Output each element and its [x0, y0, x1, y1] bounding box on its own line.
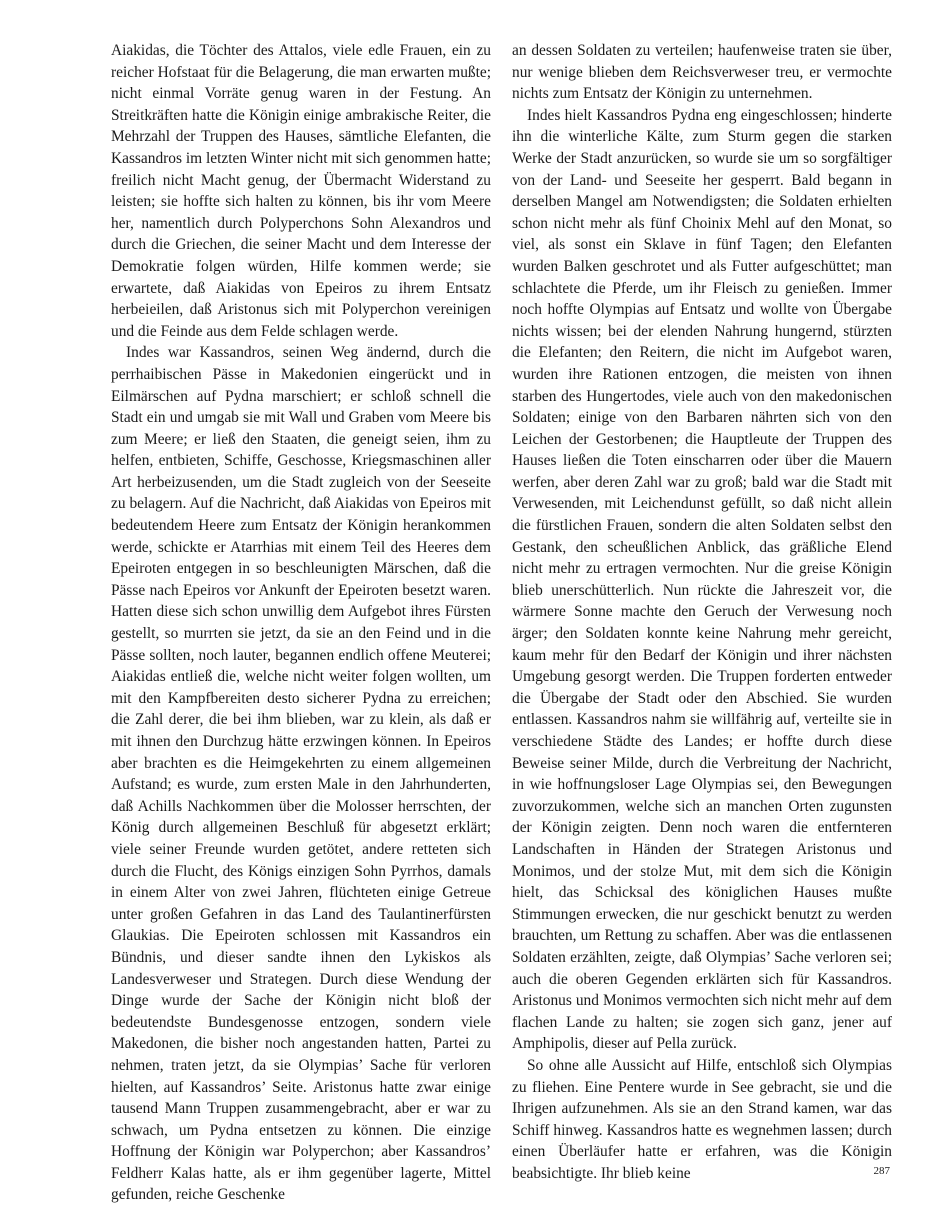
left-column	[111, 40, 491, 1206]
paragraph: So ohne alle Aussicht auf Hilfe, entschloß sich Olympias zu fliehen. Eine Pentere wurde in See gebracht, sie und die Ihrigen aufzunehmen. Als sie an den Strand kamen, war das Schiff hinweg. Kassandros hatte es wegnehmen lassen; durch einen Überläufer hatte er erfahren, was die Königin beabsichtigte. Ihr blieb keine	[512, 1056, 892, 1182]
page-number: 287	[873, 1165, 890, 1177]
paragraph: Indes hielt Kassandros Pydna eng eingeschlossen; hinderte ihn die winterliche Kälte, zum Sturm gegen die starken Werke der Stadt anzurücken, so wurde sie um so sorgfältiger von der Land- und Seeseite her gesperrt. Bald begann in derselben Mangel am Notwendigsten; die Soldaten erhielten schon nicht mehr als fünf Choinix Mehl auf den Monat, so viel, als sonst ein Sklave in fünf Tagen; den Elefanten wurden Balken geschrotet und als Futter aufgeschüttet; man schlachtete die Pferde, um ihr Fleisch zu genießen. Immer noch hoffte Olympias auf Entsatz und wollte von Übergabe nichts wissen; bei der elenden Nahrung hungernd, stürzten die Elefanten; den Reitern, die nicht im Aufgebot waren, wurden ihre Rationen entzogen, die meisten von ihnen starben des Hungertodes, viele auch von den makedonischen Soldaten; einige von den Barbaren nährten sich von den Leichen der Gestorbenen; die Hauptleute der Truppen des Hauses ließen die Toten einscharren oder über die Mauern werfen, aber deren Zahl war zu groß; bald war die Stadt mit Verwesenden, mit Leichendunst gefüllt, so daß nicht allein die fürstlichen Frauen, sondern die alten Soldaten selbst den Gestank, den scheußlichen Anblick, das gräßliche Elend nicht mehr zu ertragen vermochten. Nur die greise Königin blieb unerschütterlich. Nun rückte die Jahreszeit vor, die wärmere Sonne machte den Geruch der Verwesung noch ärger; den Soldaten konnte keine Nahrung mehr gereicht, kaum mehr für den Bedarf der Königin und ihrer nächsten Umgebung gesorgt werden. Die Truppen forderten entweder die Übergabe der Stadt oder den Abschied. Sie wurden entlassen. Kassandros nahm sie willfährig auf, verteilte sie in verschiedene Städte des Landes; er hoffte durch diese Beweise seiner Milde, durch die Verbreitung der Nachricht, in wie hoffnungsloser Lage Olympias sei, den Bewegungen zuvorzukommen, welche sich an manchen Orten zugunsten der Königin zeigten. Denn noch waren die entfernteren Landschaften in Händen der Strategen Aristonus und Monimos, und der stolze Mut, mit dem sich die Königin hielt, das Schicksal des königlichen Hauses mußte Stimmungen erwecken, die nur geschickt benutzt zu werden brauchten, um Rettung zu schaffen. Aber was die entlassenen Soldaten erzählten, zeigte, daß Olympias’ Sache verloren sei; auch die oberen Gegenden erklärten sich für Kassandros. Aristonus und Monimos vermochten sich nicht mehr auf dem flachen Lande zu halten; sie zogen sich ganz, jener auf Amphipolis, dieser auf Pella zurück.	[512, 106, 892, 1053]
paragraph: Indes war Kassandros, seinen Weg ändernd, durch die perrhaibischen Pässe in Makedonien eingerückt und in Eilmärschen auf Pydna marschiert; er schloß schnell die Stadt ein und umgab sie mit Wall und Graben vom Meere bis zum Meere; er ließ den Staaten, die geneigt seien, ihm zu helfen, entbieten, Schiffe, Geschosse, Kriegsmaschinen aller Art herbeizusenden, um die Stadt zugleich von der Seeseite zu belagern. Auf die Nachricht, daß Aiakidas von Epeiros mit bedeutendem Heere zum Entsatz der Königin herankommen werde, schickte er Atarrhias mit einem Teil des Heeres dem Epeiroten entgegen in so beschleunigten Märschen, daß die Pässe nach Epeiros vor Ankunft der Epeiroten besetzt waren. Hatten diese sich schon unwillig dem Aufgebot ihres Fürsten gestellt, so murrten sie jetzt, da sie an den Feind und in die Pässe sollten, noch lauter, begannen endlich offene Meuterei; Aiakidas entließ die, welche nicht weiter folgen wollten, um mit den Kampfbereiten desto sicherer Pydna zu erreichen; die Zahl derer, die bei ihm blieben, war zu klein, als daß er mit ihnen den Durchzug hätte erzwingen können. In Epeiros aber brachten es die Heimgekehrten zu einem allgemeinen Aufstand; es wurde, zum ersten Male in den Jahrhunderten, daß Achills Nachkommen über die Molosser herrschten, der König durch allgemeinen Beschluß für abgesetzt erklärt; viele seiner Freunde wurden getötet, andere retteten sich durch die Flucht, des Königs einzigen Sohn Pyrrhos, damals in einem Alter von zwei Jahren, flüchteten einige Getreue unter großen Gefahren in das Land des Taulantinerfürsten Glaukias. Die Epeiroten schlossen mit Kassandros ein Bündnis, und dieser sandte ihnen den Lykiskos als Landesverweser und Strategen. Durch diese Wendung der Dinge wurde der Sache der Königin nicht bloß der bedeutendste Bundesgenosse entzogen, sondern viele Makedonen, die bisher noch angestanden hatten, Partei zu nehmen, traten jetzt, da sie Olympias’ Sache für verloren hielten, auf Kassandros’ Seite. Aristonus hatte zwar einige tausend Mann Truppen zusammengebracht, aber er war zu schwach, um Pydna entsetzen zu können. Die einzige Hoffnung der Königin war Polyperchon; aber Kassandros’ Feldherr Kalas hatte, als er ihm gegenüber lagerte, Mittel gefunden, reiche Geschenke	[111, 344, 491, 1204]
right-column	[512, 40, 892, 1184]
paragraph: an dessen Soldaten zu verteilen; haufenweise traten sie über, nur wenige blieben dem Reichsverweser treu, er vermochte nichts zum Entsatz der Königin zu unternehmen.	[512, 42, 892, 103]
paragraph: Aiakidas, die Töchter des Attalos, viele edle Frauen, ein zu reicher Hofstaat für die Belagerung, die man erwarten mußte; nicht einmal Vorräte genug waren in der Festung. An Streitkräften hatte die Königin einige ambrakische Reiter, die Mehrzahl der Truppen des Hauses, sämtliche Elefanten, die Kassandros im letzten Winter nicht mit sich genommen hatte; freilich nicht Macht genug, der Übermacht Widerstand zu leisten; sie hoffte sich halten zu können, bis ihr vom Meere her, namentlich durch Polyperchons Sohn Alexandros und durch die Griechen, die seiner Macht und dem Interesse der Demokratie folgen würden, Hilfe kommen werde; sie erwartete, daß Aiakidas von Epeiros zu ihrem Entsatz herbeieilen, daß Aristonus sich mit Polyperchon vereinigen und die Feinde aus dem Felde schlagen werde.	[111, 42, 491, 340]
